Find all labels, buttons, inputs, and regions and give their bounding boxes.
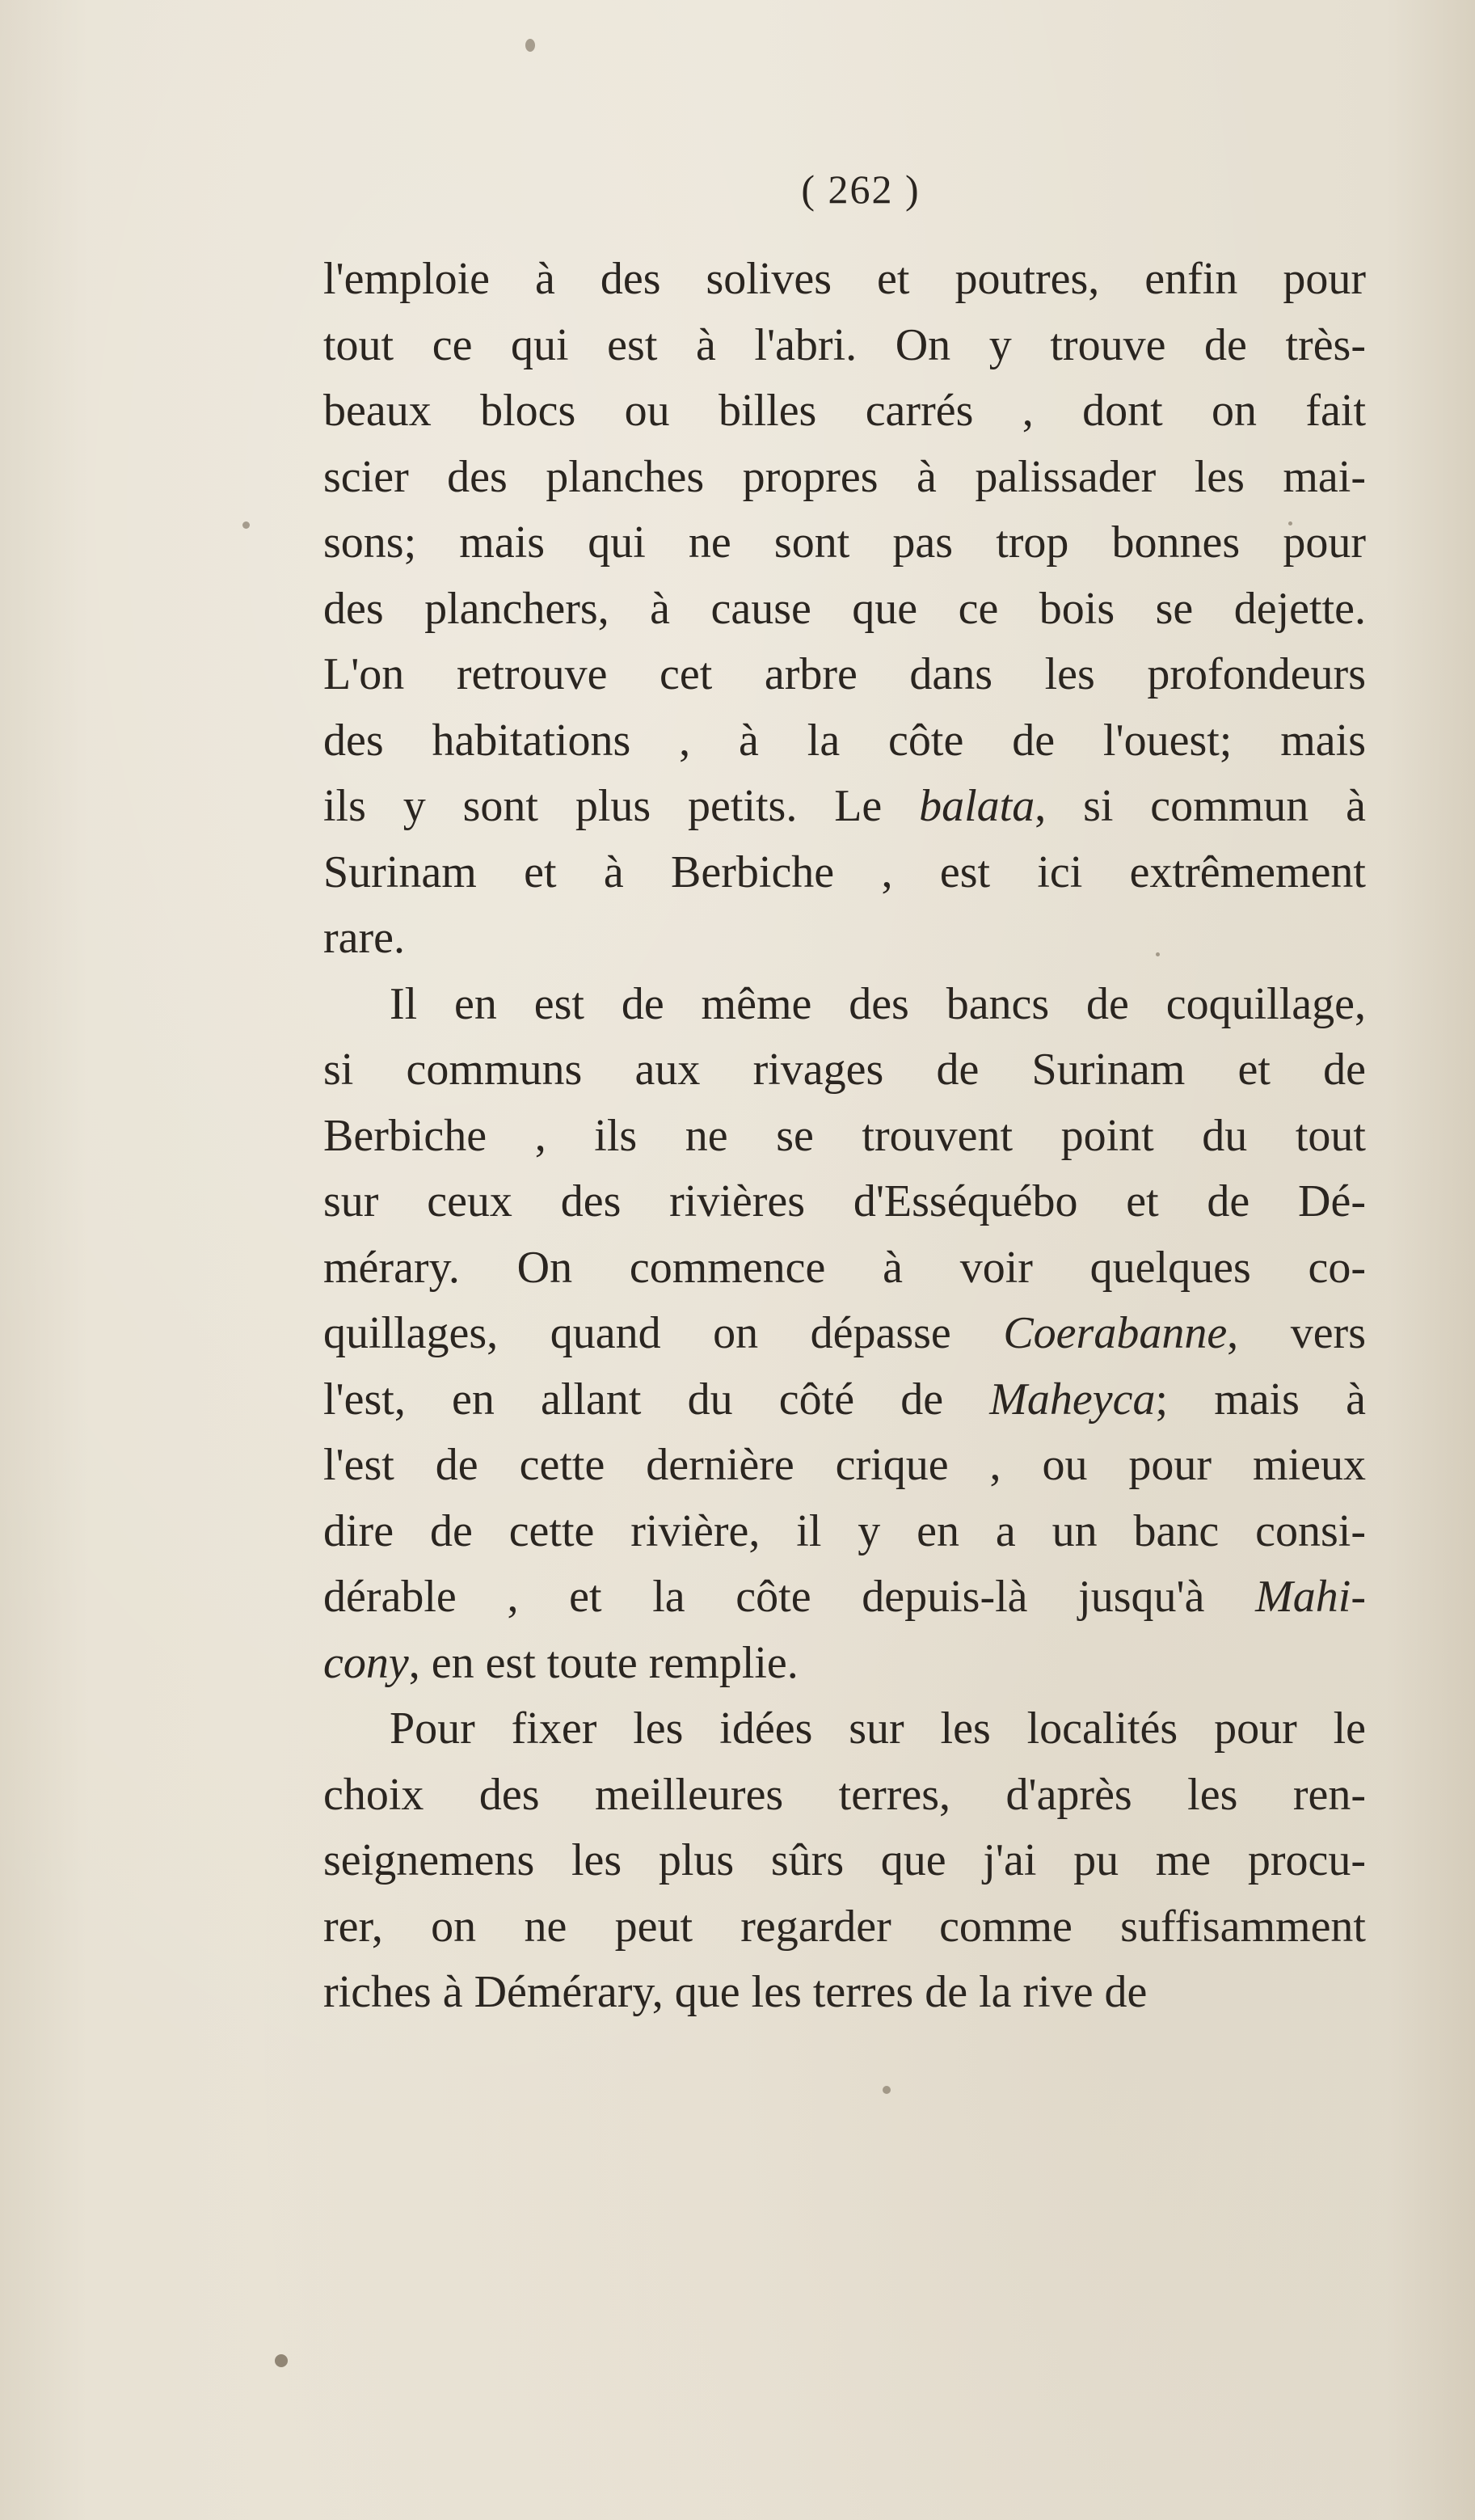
text-line: sons; mais qui ne sont pas trop bonnes pour <box>323 517 1366 568</box>
text-line: cony, en est toute remplie. <box>323 1637 799 1688</box>
text-line: riches à Démérary, que les terres de la rive de <box>323 1967 1148 2017</box>
text-line: Pour fixer les idées sur les localités pour le <box>390 1703 1366 1754</box>
page-number: ( 262 ) <box>801 167 921 212</box>
text-line: rer, on ne peut regarder comme suffisamment <box>323 1901 1366 1952</box>
text-line: sur ceux des rivières d'Esséquébo et de Dé- <box>323 1176 1366 1226</box>
text-line: dérable , et la côte depuis-là jusqu'à Mahi- <box>323 1572 1366 1622</box>
paper-speck <box>275 2354 288 2367</box>
text-line: des planchers, à cause que ce bois se dejette. <box>323 583 1366 634</box>
text-line: Berbiche , ils ne se trouvent point du tout <box>323 1110 1366 1161</box>
text-line: Il en est de même des bancs de coquillage, <box>390 978 1366 1029</box>
text-line: rare. <box>323 913 406 963</box>
text-line: ils y sont plus petits. Le balata, si commun à <box>323 781 1366 831</box>
text-line: quillages, quand on dépasse Coerabanne, vers <box>323 1308 1366 1358</box>
paragraph <box>323 247 1366 972</box>
text-line: l'est de cette dernière crique , ou pour mieux <box>323 1440 1366 1490</box>
text-line: beaux blocs ou billes carrés , dont on fait <box>323 386 1366 436</box>
paper-speck <box>242 521 250 529</box>
text-line: mérary. On commence à voir quelques co- <box>323 1242 1366 1293</box>
text-line: choix des meilleures terres, d'après les ren- <box>323 1769 1366 1820</box>
text-line: si communs aux rivages de Surinam et de <box>323 1045 1366 1095</box>
text-line: l'emploie à des solives et poutres, enfin pour <box>323 254 1366 304</box>
text-line: tout ce qui est à l'abri. On y trouve de très- <box>323 319 1366 370</box>
text-line: dire de cette rivière, il y en a un banc consi- <box>323 1505 1366 1556</box>
text-line: seignemens les plus sûrs que j'ai pu me procu- <box>323 1835 1366 1885</box>
body-text <box>323 247 1366 2026</box>
text-line: l'est, en allant du côté de Maheyca; mais à <box>323 1374 1366 1425</box>
paper-speck <box>883 2086 891 2094</box>
text-line: des habitations , à la côte de l'ouest; mais <box>323 715 1366 766</box>
text-line: scier des planches propres à palissader les mai- <box>323 451 1366 502</box>
paragraph <box>323 1696 1366 2026</box>
text-line: Surinam et à Berbiche , est ici extrêmement <box>323 846 1366 897</box>
paragraph <box>323 972 1366 1697</box>
text-line: L'on retrouve cet arbre dans les profondeurs <box>323 649 1366 699</box>
paper-speck <box>525 39 535 52</box>
